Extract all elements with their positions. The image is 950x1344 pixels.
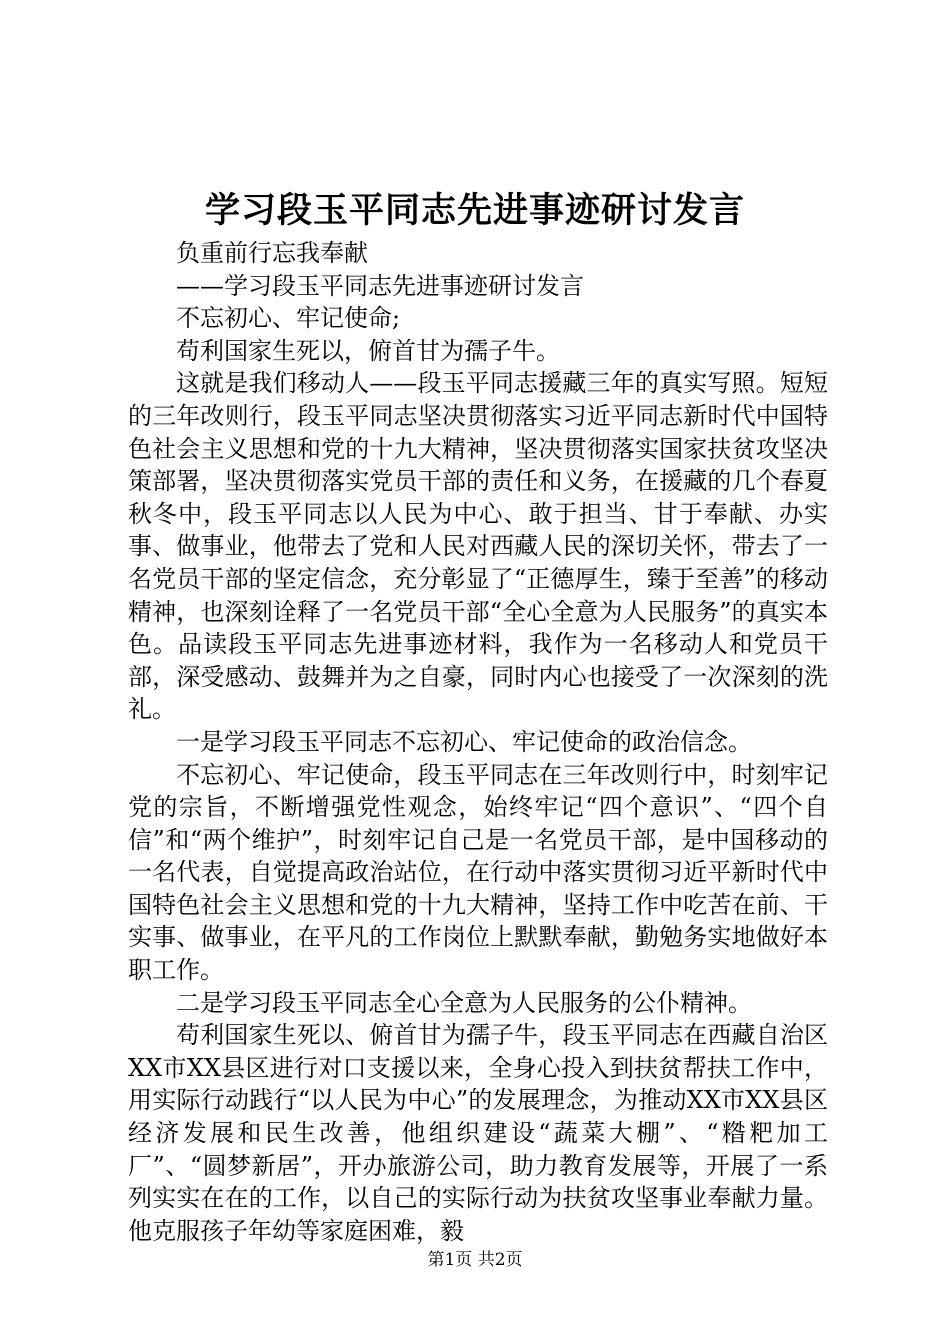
document-body (128, 237, 828, 1247)
document-title: 学习段玉平同志先进事迹研讨发言 (204, 190, 745, 231)
paragraph-point-one: 不忘初心、牢记使命，段玉平同志在三年改则行中，时刻牢记党的宗旨，不断增强党性观念，始终牢记“四个意识”、“四个自信”和“两个维护”，时刻牢记自己是一名党员干部，是中国移动的一名代表，自觉提高政治站位，在行动中落实贯彻习近平新时代中国特色社会主义思想和党的十九大精神，坚持工作中吃苦在前、干实事、做事业，在平凡的工作岗位上默默奉献，勤勉务实地做好本职工作。 (128, 760, 828, 985)
paragraph-subtitle-line: ——学习段玉平同志先进事迹研讨发言 (176, 271, 584, 300)
paragraph-intro: 这就是我们移动人——段玉平同志援藏三年的真实写照。短短的三年改则行，段玉平同志坚决贯彻落实习近平同志新时代中国特色社会主义思想和党的十九大精神，坚决贯彻落实国家扶贫攻坚决策部署，坚决贯彻落实党员干部的责任和义务，在援藏的几个春夏秋冬中，段玉平同志以人民为中心、敢于担当、甘于奉献、办实事、做事业，他带去了党和人民对西藏人民的深切关怀，带去了一名党员干部的坚定信念，充分彰显了“正德厚生，臻于至善”的移动精神，也深刻诠释了一名党员干部“全心全意为人民服务”的真实本色。品读段玉平同志先进事迹材料，我作为一名移动人和党员干部，深受感动、鼓舞并为之自豪，同时内心也接受了一次深刻的洗礼。 (128, 369, 828, 724)
paragraph-subtitle: 负重前行忘我奉献 (176, 239, 368, 267)
page-footer: 第1页 共2页 (427, 1250, 523, 1270)
heading-point-two: 二是学习段玉平同志全心全意为人民服务的公仆精神。 (176, 988, 752, 1017)
heading-point-one: 一是学习段玉平同志不忘初心、牢记使命的政治信念。 (176, 727, 752, 756)
paragraph-poem: 苟利国家生死以，俯首甘为孺子牛。 (176, 336, 560, 365)
paragraph-point-two: 苟利国家生死以、俯首甘为孺子牛，段玉平同志在西藏自治区XX市XX县区进行对口支援以来，全身心投入到扶贫帮扶工作中，用实际行动践行“以人民为中心”的发展理念，为推动XX市XX县区经济发展和民生改善，他组织建设“蔬菜大棚”、“糌粑加工厂”、“圆梦新居”，开办旅游公司，助力教育发展等，开展了一系列实实在在的工作，以自己的实际行动为扶贫攻坚事业奉献力量。他克服孩子年幼等家庭困难，毅 (128, 1021, 828, 1245)
paragraph-motto: 不忘初心、牢记使命; (176, 304, 401, 333)
